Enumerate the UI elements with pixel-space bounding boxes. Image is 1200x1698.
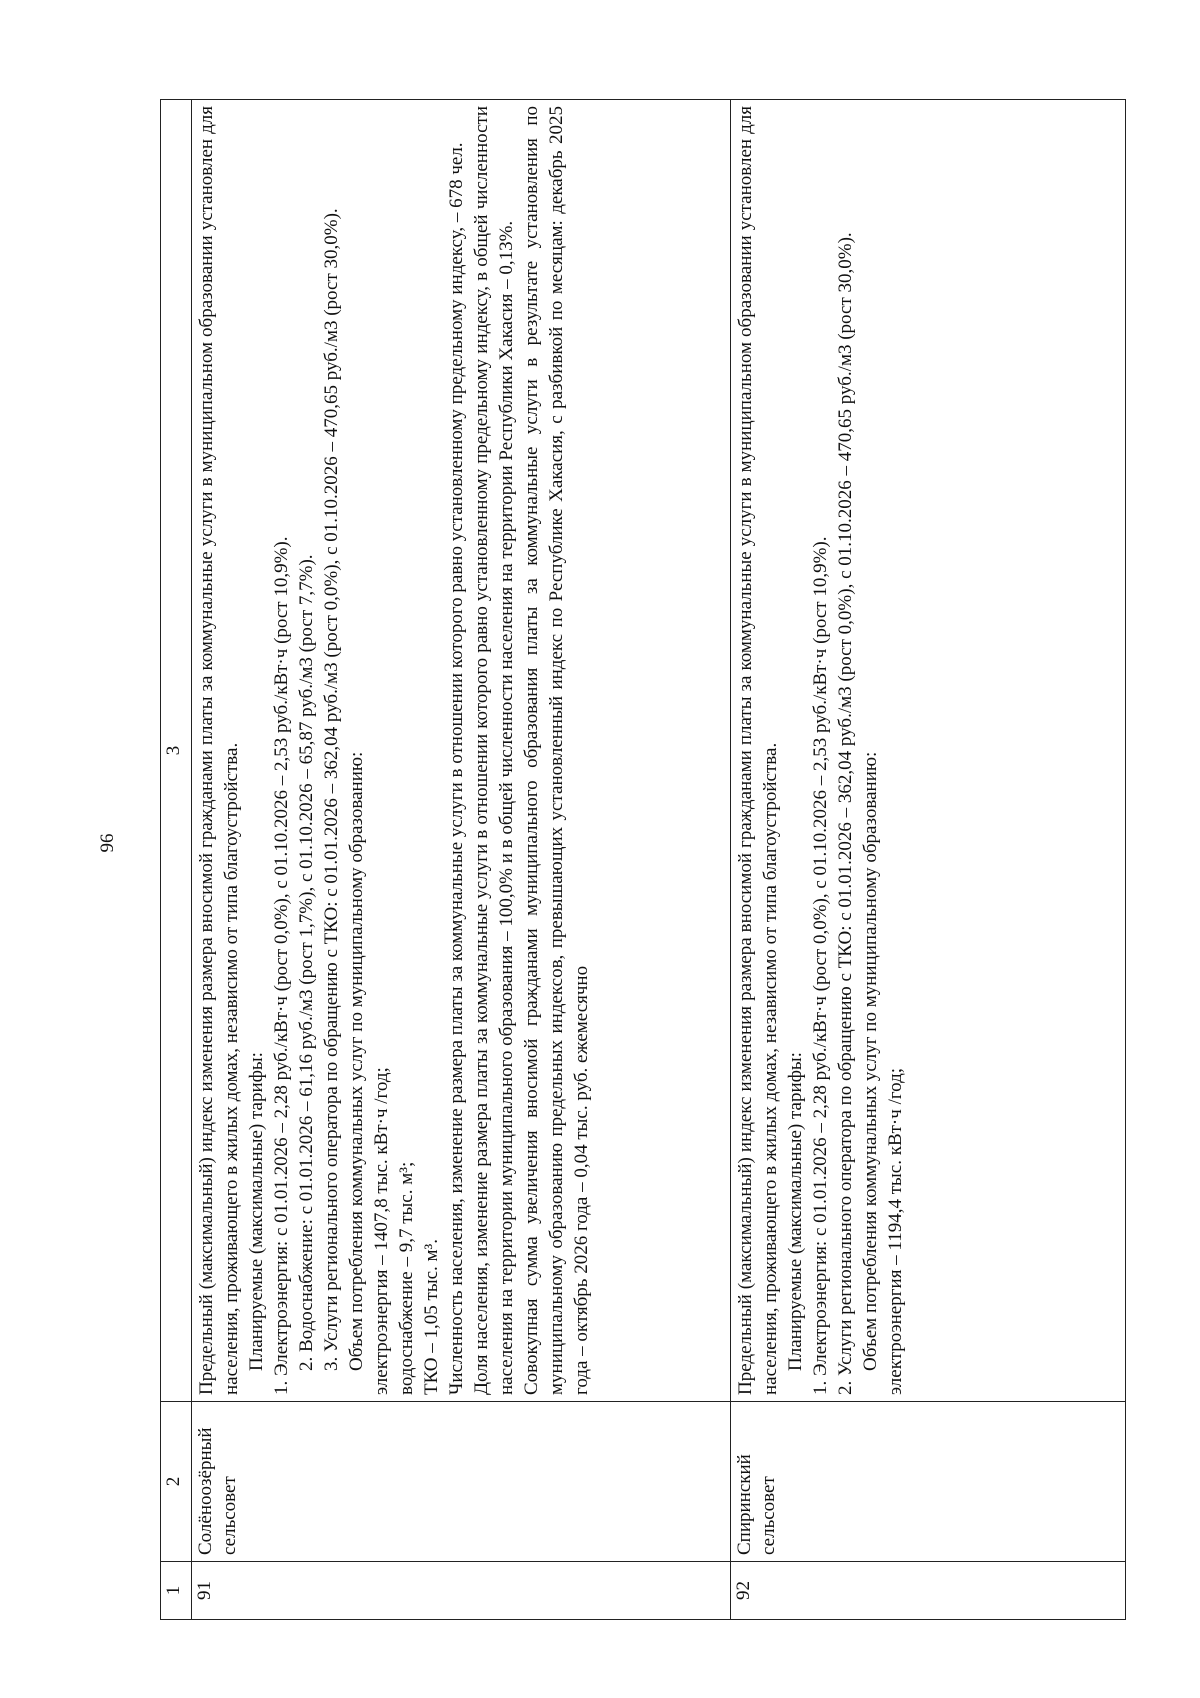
text-line: 2. Услуги регионального оператора по обращению с ТКО: с 01.01.2026 – 362,04 руб./м3 (рост 0,0%), с 01.10.2026 – 470,65 руб./м3 (рост 30,0%).	[835, 232, 856, 1395]
text-line: водоснабжение – 9,7 тыс. м³;	[396, 1161, 417, 1395]
text-line: 1. Электроэнергия: с 01.01.2026 – 2,28 руб./кВт·ч (рост 0,0%), с 01.10.2026 – 2,53 руб./кВт·ч (рост 10,9%).	[810, 536, 831, 1395]
text-line: электроэнергия – 1407,8 тыс. кВт·ч /год;	[371, 1067, 392, 1395]
text-line: Численность населения, изменение размера платы за коммунальные услуги в отношении которого равно установленному предельному индексу, – 678 чел.	[446, 142, 467, 1395]
row-description	[192, 100, 731, 1402]
text-line: Объем потребления коммунальных услуг по муниципальному образованию:	[860, 751, 881, 1371]
header-col-1: 1	[161, 1562, 192, 1620]
text-line: 1. Электроэнергия: с 01.01.2026 – 2,28 руб./кВт·ч (рост 0,0%), с 01.10.2026 – 2,53 руб./кВт·ч (рост 10,9%).	[271, 536, 292, 1395]
tariff-table	[160, 99, 1126, 1620]
text-line: Предельный (максимальный) индекс изменения размера вносимой гражданами платы за коммунальные услуги в муниципальном образовании установлен для населения, проживающего в жилых домах, независимо от типа благоустройства.	[735, 106, 781, 1395]
header-col-3: 3	[161, 100, 192, 1402]
table-row	[192, 100, 731, 1620]
municipality-name: Солёноозёрный сельсовет	[192, 1402, 731, 1562]
text-line: 3. Услуги регионального оператора по обращению с ТКО: с 01.01.2026 – 362,04 руб./м3 (рост 0,0%), с 01.10.2026 – 470,65 руб./м3 (рост 30,0%).	[321, 208, 342, 1371]
table-row	[731, 100, 1126, 1620]
row-description	[731, 100, 1126, 1402]
header-col-2: 2	[161, 1402, 192, 1562]
text-line: Объем потребления коммунальных услуг по муниципальному образованию:	[346, 751, 367, 1371]
text-line: электроэнергия – 1194,4 тыс. кВт·ч /год;	[885, 1067, 906, 1395]
text-line: Доля населения, изменение размера платы за коммунальные услуги в отношении которого равно установленному предельному индексу, в общей численности населения на территории муниципального образования – 100,0% и в общей численности населения на территории Республики Хакасия – 0,13%.	[471, 106, 517, 1395]
text-line: 2. Водоснабжение: с 01.01.2026 – 61,16 руб./м3 (рост 1,7%), с 01.10.2026 – 65,87 руб./м3 (рост 7,7%).	[296, 554, 317, 1371]
municipality-name: Спиринский сельсовет	[731, 1402, 1126, 1562]
rotated-table-container	[160, 100, 1166, 1620]
text-line: Предельный (максимальный) индекс изменения размера вносимой гражданами платы за коммунальные услуги в муниципальном образовании установлен для населения, проживающего в жилых домах, независимо от типа благоустройства.	[196, 106, 242, 1395]
text-line: Совокупная сумма увеличения вносимой гражданами муниципального образования платы за коммунальные услуги в результате установления по муниципальному образованию предельных индексов, превышающих установленный индекс по Республике Хакасия, с разбивкой по месяцам: декабрь 2025 года – октябрь 2026 года – 0,04 тыс. руб. ежемесячно	[521, 106, 592, 1395]
row-number: 91	[192, 1562, 731, 1620]
text-line: Планируемые (максимальные) тарифы:	[785, 1052, 806, 1371]
text-line: Планируемые (максимальные) тарифы:	[246, 1052, 267, 1371]
page-number: 96	[97, 833, 118, 853]
text-line: ТКО – 1,05 тыс. м³.	[421, 1239, 442, 1395]
row-number: 92	[731, 1562, 1126, 1620]
header-row	[161, 100, 192, 1620]
